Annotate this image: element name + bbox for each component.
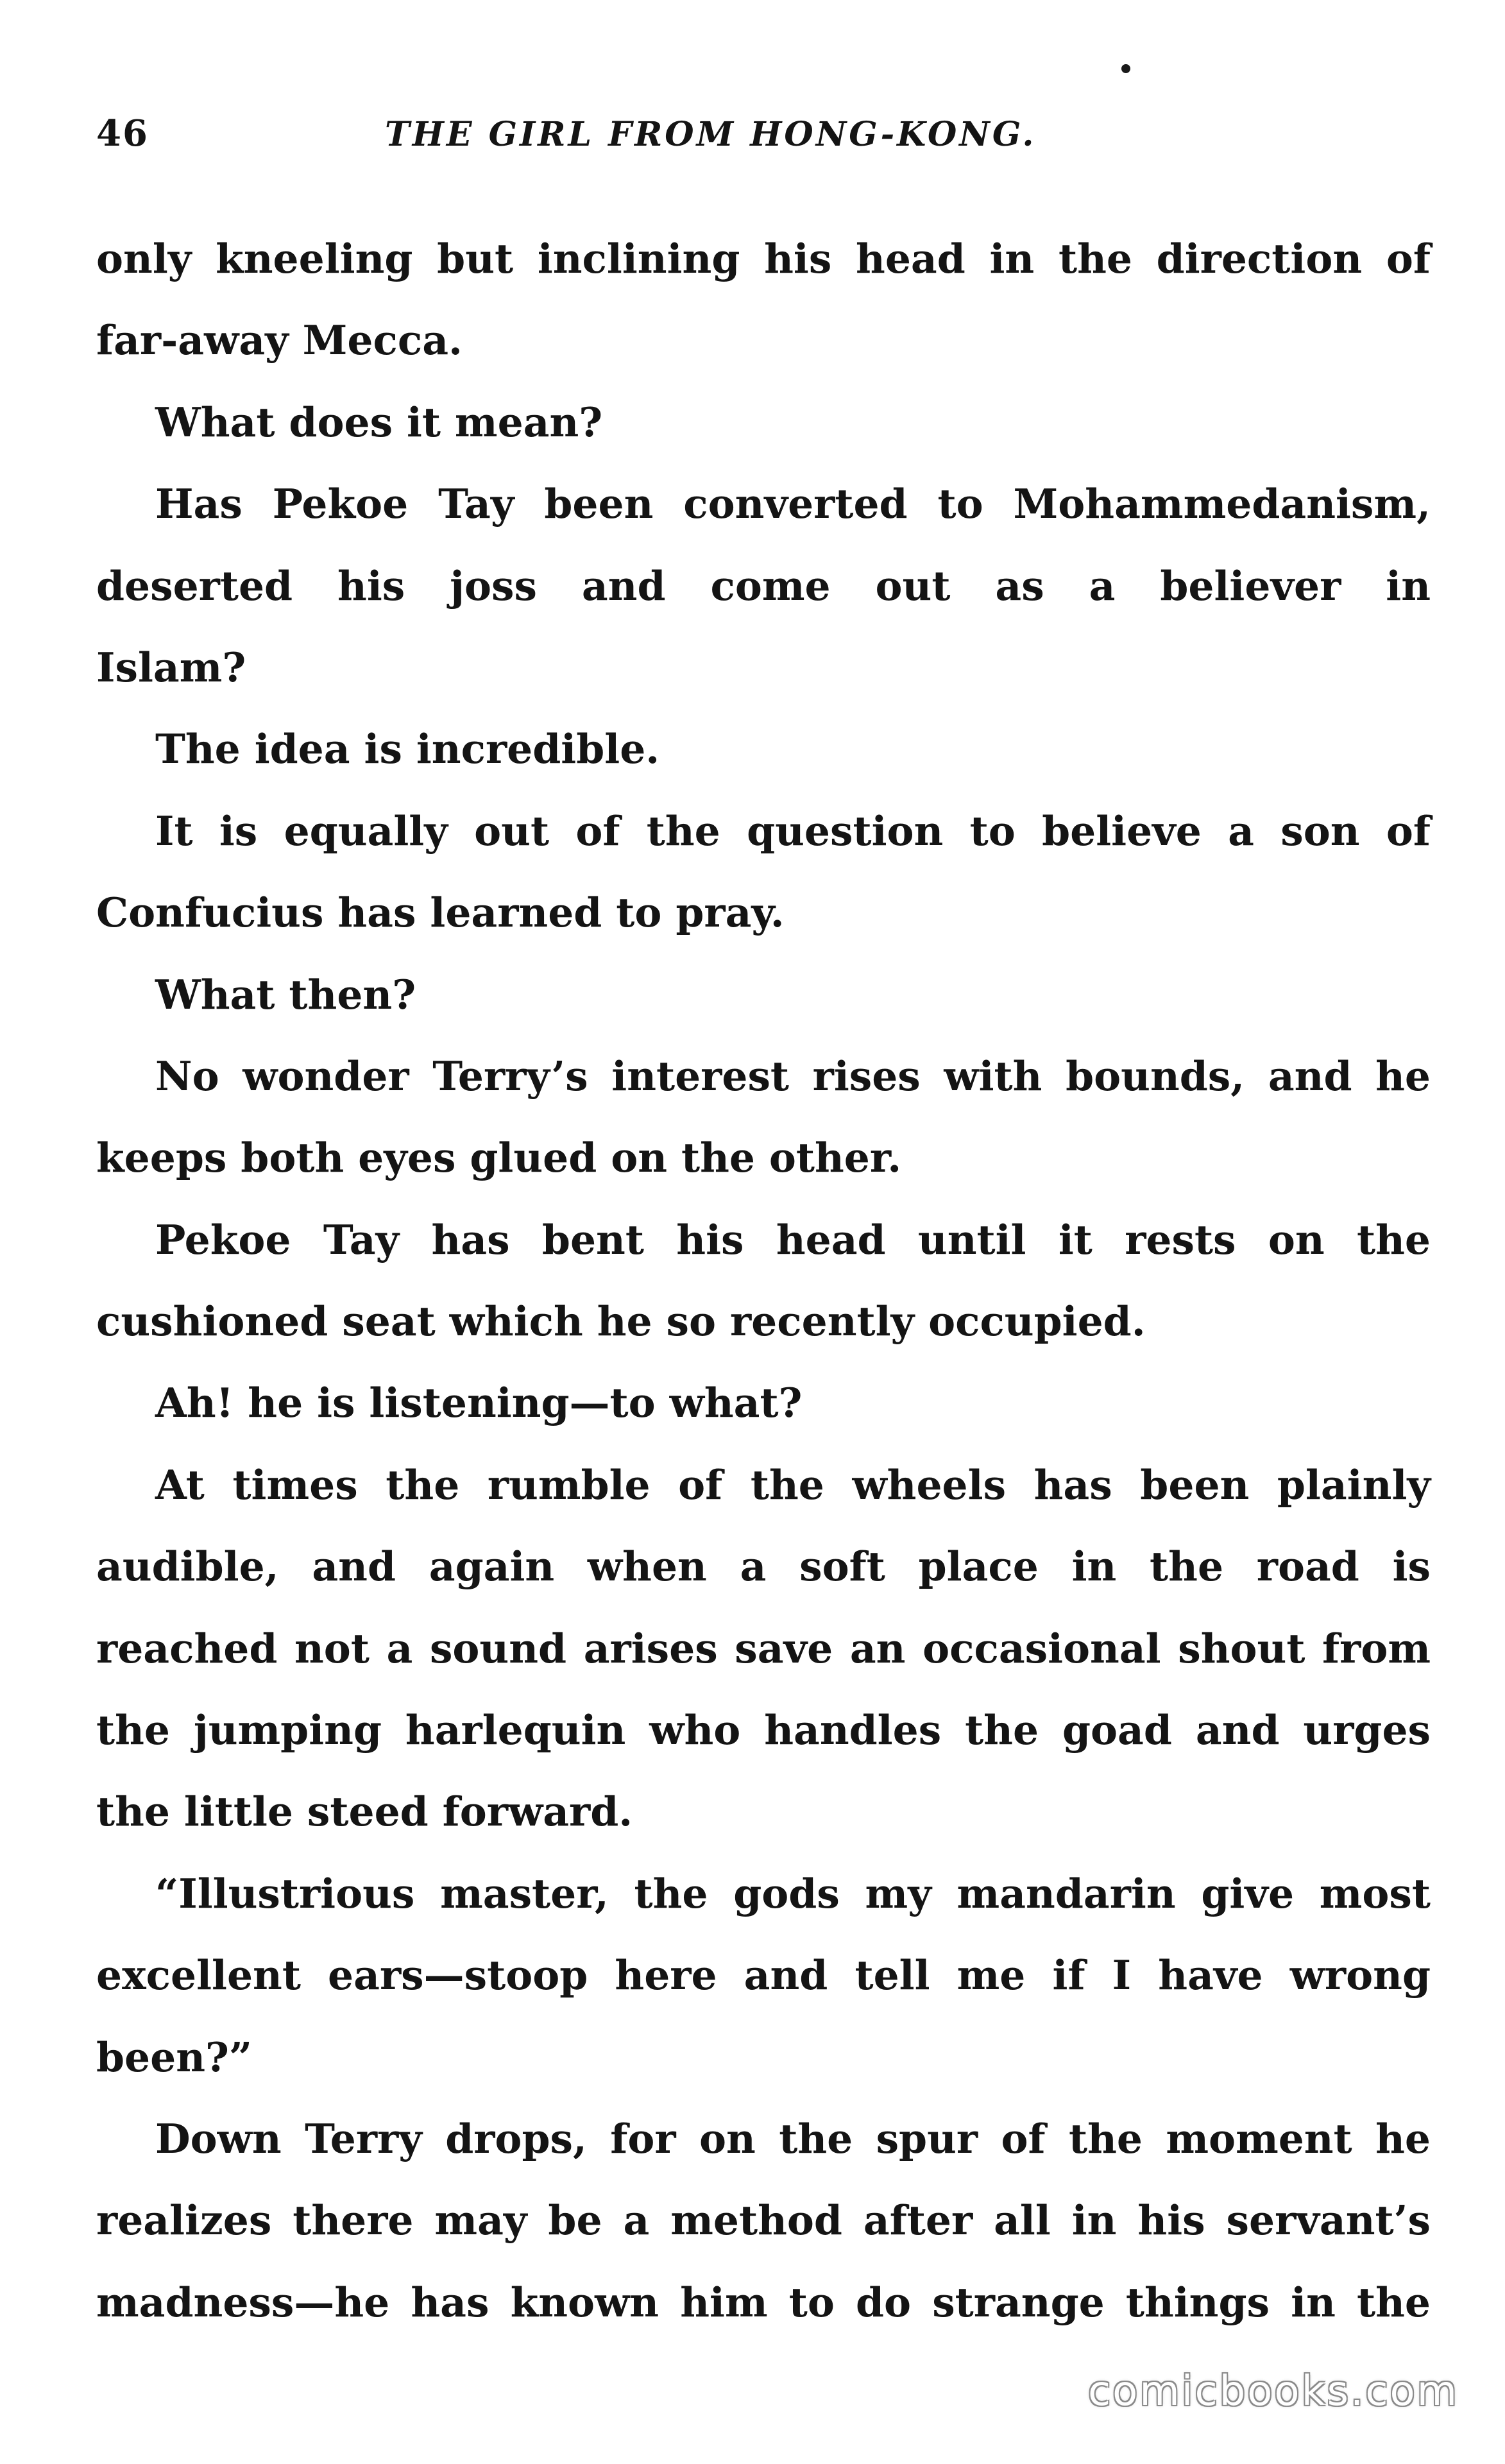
ink-speck xyxy=(1121,64,1130,73)
text-line: “Illustrious master, the gods my mandarin give most xyxy=(155,1869,1431,1917)
watermark: comicbooks.com xyxy=(1087,2368,1459,2415)
text-line: reached not a sound arises save an occasional shout from xyxy=(96,1624,1431,1672)
text-line: realizes there may be a method after all in his servant’s xyxy=(96,2196,1431,2245)
text-line: It is equally out of the question to believe a son of xyxy=(155,807,1431,855)
text-line: What does it mean? xyxy=(155,398,603,446)
text-line: cushioned seat which he so recently occupied. xyxy=(96,1297,1146,1346)
text-line: the little steed forward. xyxy=(96,1788,633,1836)
text-line: keeps both eyes glued on the other. xyxy=(96,1134,902,1182)
page-number: 46 xyxy=(96,112,149,155)
body-text xyxy=(96,218,1431,2343)
text-line: At times the rumble of the wheels has been plainly xyxy=(155,1460,1431,1509)
text-line: Has Pekoe Tay been converted to Mohammedanism, xyxy=(155,480,1431,528)
text-line: The idea is incredible. xyxy=(155,725,660,773)
text-line: only kneeling but inclining his head in the direction of xyxy=(96,235,1431,282)
text-line: No wonder Terry’s interest rises with bounds, and he xyxy=(155,1052,1431,1100)
page-header xyxy=(96,112,1135,176)
text-line: Down Terry drops, for on the spur of the moment he xyxy=(155,2114,1431,2162)
text-line: Pekoe Tay has bent his head until it rests on the xyxy=(155,1215,1431,1263)
text-line: far-away Mecca. xyxy=(96,316,463,364)
text-line: Islam? xyxy=(96,643,246,691)
text-line: Confucius has learned to pray. xyxy=(96,889,785,937)
text-line: audible, and again when a soft place in the road is xyxy=(96,1543,1431,1591)
text-line: excellent ears—stoop here and tell me if I have wrong xyxy=(96,1951,1431,1999)
running-head: THE GIRL FROM HONG-KONG. xyxy=(385,115,1037,154)
text-line: been?” xyxy=(96,2033,253,2081)
text-line: Ah! he is listening—to what? xyxy=(155,1379,803,1427)
text-line: madness—he has known him to do strange things in the xyxy=(96,2278,1431,2326)
text-line: the jumping harlequin who handles the goad and urges xyxy=(96,1706,1431,1754)
text-line: deserted his joss and come out as a believer in xyxy=(96,561,1431,610)
text-line: What then? xyxy=(155,970,416,1018)
